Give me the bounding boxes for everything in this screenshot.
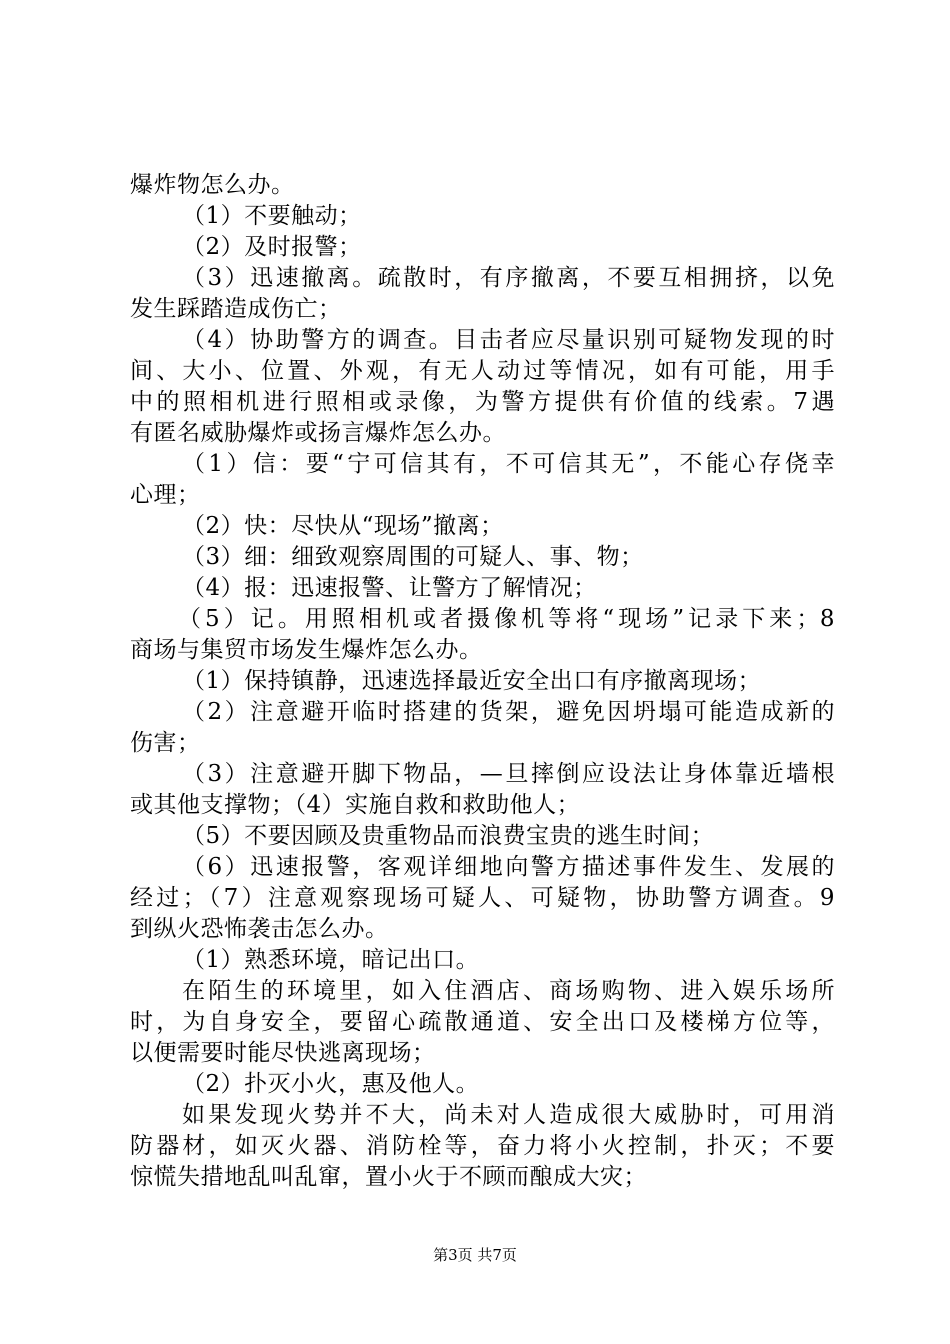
text-line: 时，为自身安全，要留心疏散通道、安全出口及楼梯方位等， (130, 1009, 835, 1035)
text-line: 伤害； (130, 730, 201, 756)
text-line: 爆炸物怎么办。 (130, 172, 295, 198)
text-line: （2）扑灭小火，惠及他人。 (182, 1071, 480, 1097)
text-line: （6）迅速报警，客观详细地向警方描述事件发生、发展的 (182, 854, 835, 880)
text-line: （1）不要触动； (182, 203, 362, 229)
text-line: 以便需要时能尽快逃离现场； (130, 1040, 436, 1066)
text-line: 在陌生的环境里，如入住酒店、商场购物、进入娱乐场所 (182, 978, 835, 1004)
text-line: 心理； (130, 482, 201, 508)
text-line: （1）信：要“宁可信其有，不可信其无”，不能心存侥幸 (182, 451, 835, 477)
text-line: 经过；（7）注意观察现场可疑人、可疑物，协助警方调查。9 (130, 885, 835, 911)
text-line: （1）熟悉环境，暗记出口。 (182, 947, 480, 973)
text-line: 商场与集贸市场发生爆炸怎么办。 (130, 637, 483, 663)
text-line: （4）报：迅速报警、让警方了解情况； (182, 575, 597, 601)
text-line: （3）注意避开脚下物品，—旦摔倒应设法让身体靠近墙根 (182, 761, 835, 787)
body-text (130, 170, 835, 1193)
text-line: 或其他支撑物；（4）实施自救和救助他人； (130, 792, 581, 818)
text-line: （4）协助警方的调查。目击者应尽量识别可疑物发现的时 (182, 327, 835, 353)
text-line: （5）不要因顾及贵重物品而浪费宝贵的逃生时间； (182, 823, 715, 849)
text-line: 到纵火恐怖袭击怎么办。 (130, 916, 389, 942)
text-line: 防器材，如灭火器、消防栓等，奋力将小火控制，扑灭；不要 (130, 1133, 835, 1159)
text-line: （3）细：细致观察周围的可疑人、事、物； (182, 544, 644, 570)
text-line: 有匿名威胁爆炸或扬言爆炸怎么办。 (130, 420, 506, 446)
text-line: （5）记。用照相机或者摄像机等将“现场”记录下来；8 (178, 606, 835, 632)
text-line: 惊慌失措地乱叫乱窜，置小火于不顾而酿成大灾； (130, 1164, 647, 1190)
text-line: （2）注意避开临时搭建的货架，避免因坍塌可能造成新的 (182, 699, 835, 725)
text-line: 间、大小、位置、外观，有无人动过等情况，如有可能，用手 (130, 358, 835, 384)
page-number-footer: 第3页 共7页 (433, 1246, 517, 1264)
text-line: 发生踩踏造成伤亡； (130, 296, 342, 322)
text-line: （1）保持镇静，迅速选择最近安全出口有序撤离现场； (182, 668, 762, 694)
text-line: （3）迅速撤离。疏散时，有序撤离，不要互相拥挤，以免 (182, 265, 835, 291)
text-line: 中的照相机进行照相或录像，为警方提供有价值的线索。7遇 (130, 389, 835, 415)
text-line: （2）及时报警； (182, 234, 362, 260)
text-line: 如果发现火势并不大，尚未对人造成很大威胁时，可用消 (182, 1102, 835, 1128)
text-line: （2）快：尽快从“现场”撤离； (182, 513, 504, 539)
